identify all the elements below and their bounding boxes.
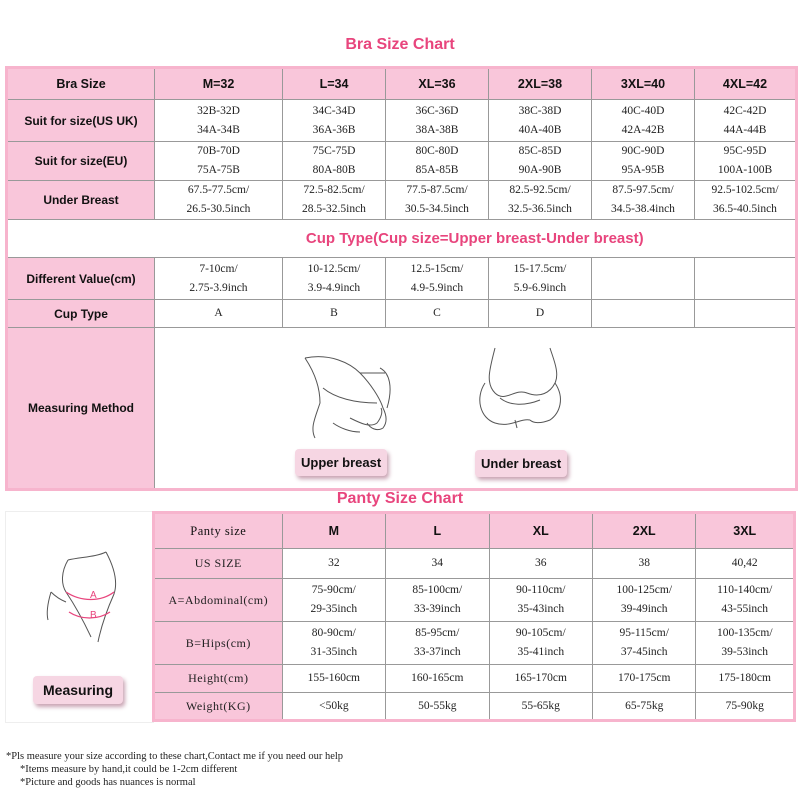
table-cell: 95C-95D 100A-100B [695,142,797,181]
measuring-label: Measuring [33,676,123,704]
table-cell: 72.5-82.5cm/ 28.5-32.5inch [283,181,386,220]
bra-header-cell: 4XL=42 [695,68,797,100]
row-label: A=Abdominal(cm) [154,579,283,622]
row-label: Under Breast [7,181,155,220]
table-cell: 100-125cm/ 39-49inch [593,579,696,622]
bra-chart-title: Bra Size Chart [345,36,455,53]
table-cell: 100-135cm/ 39-53inch [696,622,795,665]
table-cell: D [489,300,592,328]
panty-header-cell: M [282,513,385,549]
table-cell: 85C-85D 90A-90B [489,142,592,181]
panty-header-cell: XL [489,513,592,549]
row-label: Measuring Method [7,328,155,490]
panty-header-cell: 2XL [593,513,696,549]
table-row [154,549,795,579]
table-cell: 38C-38D 40A-40B [489,100,592,142]
table-cell: 80C-80D 85A-85B [386,142,489,181]
panty-chart-title: Panty Size Chart [336,490,464,507]
panty-header-row [154,513,795,549]
table-cell: 36C-36D 38A-38B [386,100,489,142]
table-cell: 38 [593,549,696,579]
table-cell: 40C-40D 42A-42B [592,100,695,142]
panty-header-cell: Panty size [154,513,283,549]
panty-measuring-figure [5,511,154,723]
table-cell: 85-95cm/ 33-37inch [386,622,489,665]
table-cell: <50kg [282,693,385,721]
table-cell: 32B-32D 34A-34B [155,100,283,142]
row-label: Suit for size(EU) [7,142,155,181]
label-b: B [90,610,97,621]
hip-outline-figure [6,512,153,662]
table-cell: 110-140cm/ 43-55inch [696,579,795,622]
table-cell: 15-17.5cm/ 5.9-6.9inch [489,258,592,300]
table-row [7,100,797,142]
notes [6,750,343,789]
row-label: Cup Type [7,300,155,328]
panty-header-cell: 3XL [696,513,795,549]
table-cell: B [283,300,386,328]
bra-header-cell: Bra Size [7,68,155,100]
table-row [7,300,797,328]
row-label: Height(cm) [154,665,283,693]
table-row [154,665,795,693]
table-cell: 92.5-102.5cm/ 36.5-40.5inch [695,181,797,220]
table-row [7,328,797,490]
table-row [154,693,795,721]
table-cell: 55-65kg [489,693,592,721]
table-cell: 75-90kg [696,693,795,721]
table-cell: 80-90cm/ 31-35inch [282,622,385,665]
table-cell: 40,42 [696,549,795,579]
row-label: US SIZE [154,549,283,579]
bra-header-row [7,68,797,100]
table-cell: 87.5-97.5cm/ 34.5-38.4inch [592,181,695,220]
upper-breast-label: Upper breast [295,449,387,476]
cup-type-subtitle: Cup Type(Cup size=Upper breast-Under breast) [155,220,797,258]
row-label: B=Hips(cm) [154,622,283,665]
bra-header-cell: 3XL=40 [592,68,695,100]
bra-header-cell: L=34 [283,68,386,100]
table-row [7,258,797,300]
note-line: *Items measure by hand,it could be 1-2cm different [20,764,238,775]
note-line: *Picture and goods has nuances is normal [20,777,196,788]
table-cell: C [386,300,489,328]
table-cell: 10-12.5cm/ 3.9-4.9inch [283,258,386,300]
table-cell: 32 [282,549,385,579]
row-label: Weight(KG) [154,693,283,721]
table-cell: 36 [489,549,592,579]
table-cell: 75C-75D 80A-80B [283,142,386,181]
bra-size-table [5,66,798,491]
table-cell: 165-170cm [489,665,592,693]
table-cell: 82.5-92.5cm/ 32.5-36.5inch [489,181,592,220]
bra-header-cell: 2XL=38 [489,68,592,100]
table-cell: A [155,300,283,328]
table-cell: 65-75kg [593,693,696,721]
table-cell: 70B-70D 75A-75B [155,142,283,181]
note-line: *Pls measure your size according to these chart,Contact me if you need our help [6,751,344,762]
table-cell: 12.5-15cm/ 4.9-5.9inch [386,258,489,300]
table-cell: 7-10cm/ 2.75-3.9inch [155,258,283,300]
table-cell: 42C-42D 44A-44B [695,100,797,142]
table-cell: 67.5-77.5cm/ 26.5-30.5inch [155,181,283,220]
table-cell: 175-180cm [696,665,795,693]
table-cell: 50-55kg [386,693,489,721]
row-label: Different Value(cm) [7,258,155,300]
table-cell: 77.5-87.5cm/ 30.5-34.5inch [386,181,489,220]
table-cell: 155-160cm [282,665,385,693]
table-cell: 85-100cm/ 33-39inch [386,579,489,622]
bra-header-cell: M=32 [155,68,283,100]
table-row [154,579,795,622]
table-cell: 160-165cm [386,665,489,693]
table-row [154,622,795,665]
table-cell: 34C-34D 36A-36B [283,100,386,142]
table-cell: 90-105cm/ 35-41inch [489,622,592,665]
table-cell: 95-115cm/ 37-45inch [593,622,696,665]
under-breast-label: Under breast [475,450,567,477]
table-cell: 170-175cm [593,665,696,693]
panty-size-table [152,511,796,722]
table-cell: 90-110cm/ 35-43inch [489,579,592,622]
bra-header-cell: XL=36 [386,68,489,100]
row-label: Suit for size(US UK) [7,100,155,142]
table-cell: 90C-90D 95A-95B [592,142,695,181]
table-row [7,142,797,181]
measuring-method-figure [155,328,797,490]
table-row [7,181,797,220]
label-a: A [90,590,97,601]
table-cell: 34 [386,549,489,579]
panty-header-cell: L [386,513,489,549]
table-cell: 75-90cm/ 29-35inch [282,579,385,622]
